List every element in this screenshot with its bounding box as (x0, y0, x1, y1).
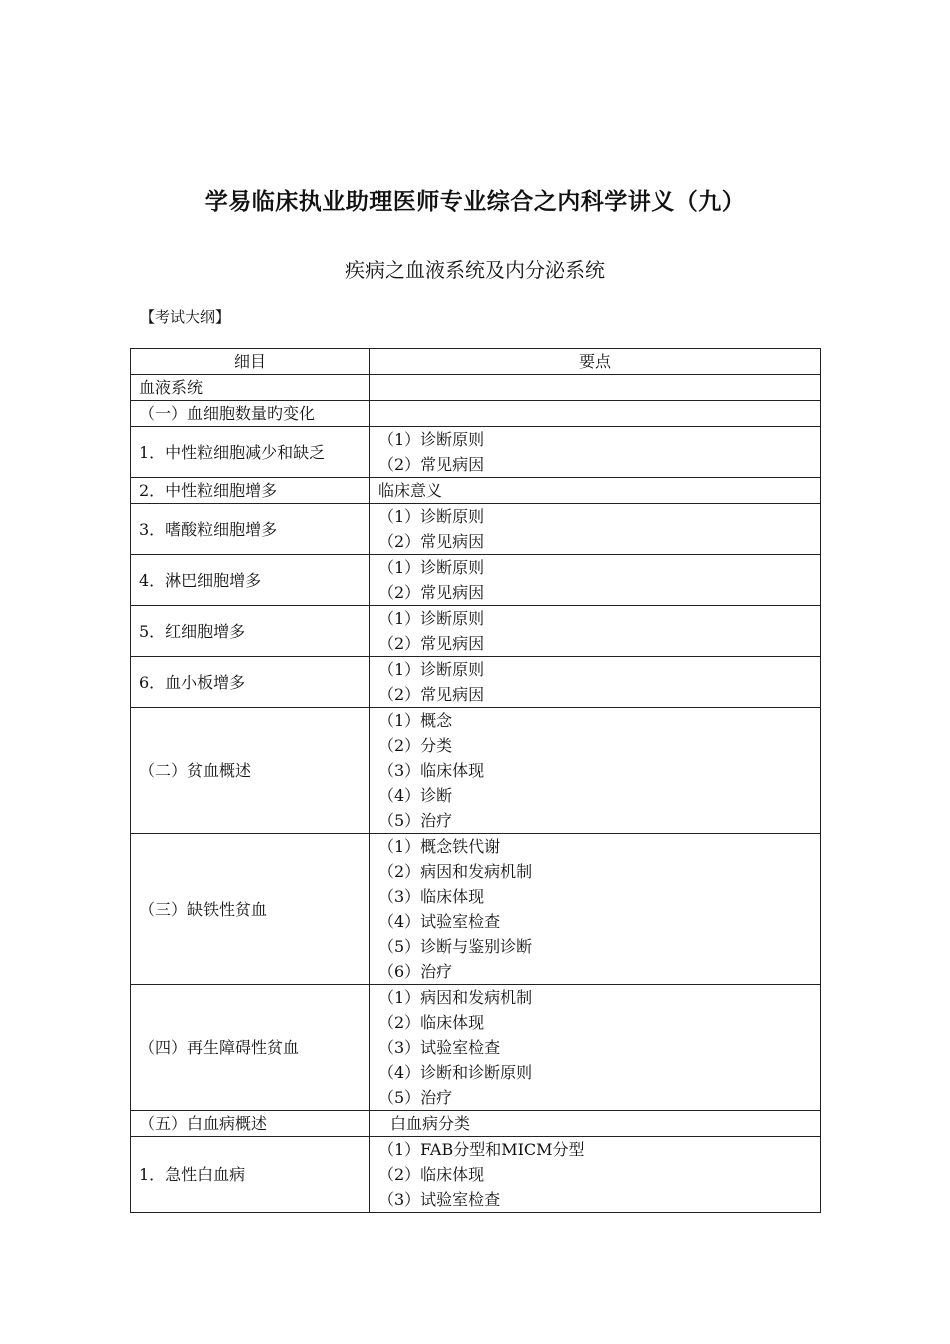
table-row (131, 606, 821, 657)
row-item: 1．中性粒细胞减少和缺乏 (131, 427, 370, 478)
row-points (370, 427, 821, 478)
point-item: 白血病分类 (390, 1114, 471, 1133)
point-item: （3）临床体现 (378, 887, 485, 906)
table-row (131, 478, 821, 504)
row-item: 2．中性粒细胞增多 (131, 478, 370, 504)
table-body (131, 375, 821, 1213)
table-row (131, 401, 821, 427)
row-points (370, 478, 821, 504)
table-row (131, 427, 821, 478)
row-item: 4．淋巴细胞增多 (131, 555, 370, 606)
row-item: 1．急性白血病 (131, 1137, 370, 1213)
point-item: （3）试验室检查 (378, 1190, 501, 1209)
point-item: （2）常见病因 (378, 455, 485, 474)
row-points (370, 834, 821, 985)
point-item: （2）常见病因 (378, 532, 485, 551)
point-item: （4）诊断和诊断原则 (378, 1063, 533, 1082)
row-item: （四）再生障碍性贫血 (131, 985, 370, 1111)
point-item: （1）诊断原则 (378, 660, 485, 679)
row-points (370, 504, 821, 555)
row-item: 3．嗜酸粒细胞增多 (131, 504, 370, 555)
table-row (131, 985, 821, 1111)
point-item: （1）诊断原则 (378, 609, 485, 628)
table-row (131, 834, 821, 985)
row-item: 6．血小板增多 (131, 657, 370, 708)
point-item: （1）病因和发病机制 (378, 988, 533, 1007)
table-row (131, 1111, 821, 1137)
row-points (370, 375, 821, 401)
row-points (370, 657, 821, 708)
table-row (131, 504, 821, 555)
table-row (131, 1137, 821, 1213)
row-points (370, 708, 821, 834)
table-row (131, 708, 821, 834)
point-item: （1）概念 (378, 711, 453, 730)
point-item: （4）试验室检查 (378, 912, 501, 931)
row-points (370, 1111, 821, 1137)
point-item: （2）临床体现 (378, 1165, 485, 1184)
exam-outline-table (130, 348, 821, 1213)
document-subtitle: 疾病之血液系统及内分泌系统 (345, 258, 605, 282)
point-item: （3）临床体现 (378, 761, 485, 780)
row-item: （三）缺铁性贫血 (131, 834, 370, 985)
row-points (370, 401, 821, 427)
row-item: 5．红细胞增多 (131, 606, 370, 657)
point-item: （1）诊断原则 (378, 558, 485, 577)
row-item: （一）血细胞数量旳变化 (131, 401, 370, 427)
table-header-row (131, 349, 821, 375)
point-item: （1）概念铁代谢 (378, 837, 501, 856)
point-item: （2）常见病因 (378, 634, 485, 653)
row-points (370, 1137, 821, 1213)
point-item: （2）分类 (378, 736, 453, 755)
document-title: 学易临床执业助理医师专业综合之内科学讲义（九） (204, 188, 746, 215)
row-points (370, 555, 821, 606)
header-points: 要点 (370, 349, 821, 375)
table-row (131, 375, 821, 401)
point-item: （4）诊断 (378, 786, 453, 805)
header-item: 细目 (131, 349, 370, 375)
point-item: （2）病因和发病机制 (378, 862, 533, 881)
section-label: 【考试大纲】 (140, 308, 231, 326)
row-item: 血液系统 (131, 375, 370, 401)
row-item: （二）贫血概述 (131, 708, 370, 834)
point-item: （3）试验室检查 (378, 1038, 501, 1057)
row-item: （五）白血病概述 (131, 1111, 370, 1137)
point-item: （2）常见病因 (378, 685, 485, 704)
table-row (131, 657, 821, 708)
table-row (131, 555, 821, 606)
point-item: （1）诊断原则 (378, 430, 485, 449)
point-item: （1）诊断原则 (378, 507, 485, 526)
row-points (370, 606, 821, 657)
point-item: （5）诊断与鉴别诊断 (378, 937, 533, 956)
row-points (370, 985, 821, 1111)
point-item: （2）常见病因 (378, 583, 485, 602)
point-item: （5）治疗 (378, 1088, 453, 1107)
point-item: （6）治疗 (378, 962, 453, 981)
point-item: （2）临床体现 (378, 1013, 485, 1032)
point-item: 临床意义 (378, 481, 443, 500)
point-item: （1）FAB分型和MICM分型 (378, 1140, 585, 1159)
point-item: （5）治疗 (378, 811, 453, 830)
